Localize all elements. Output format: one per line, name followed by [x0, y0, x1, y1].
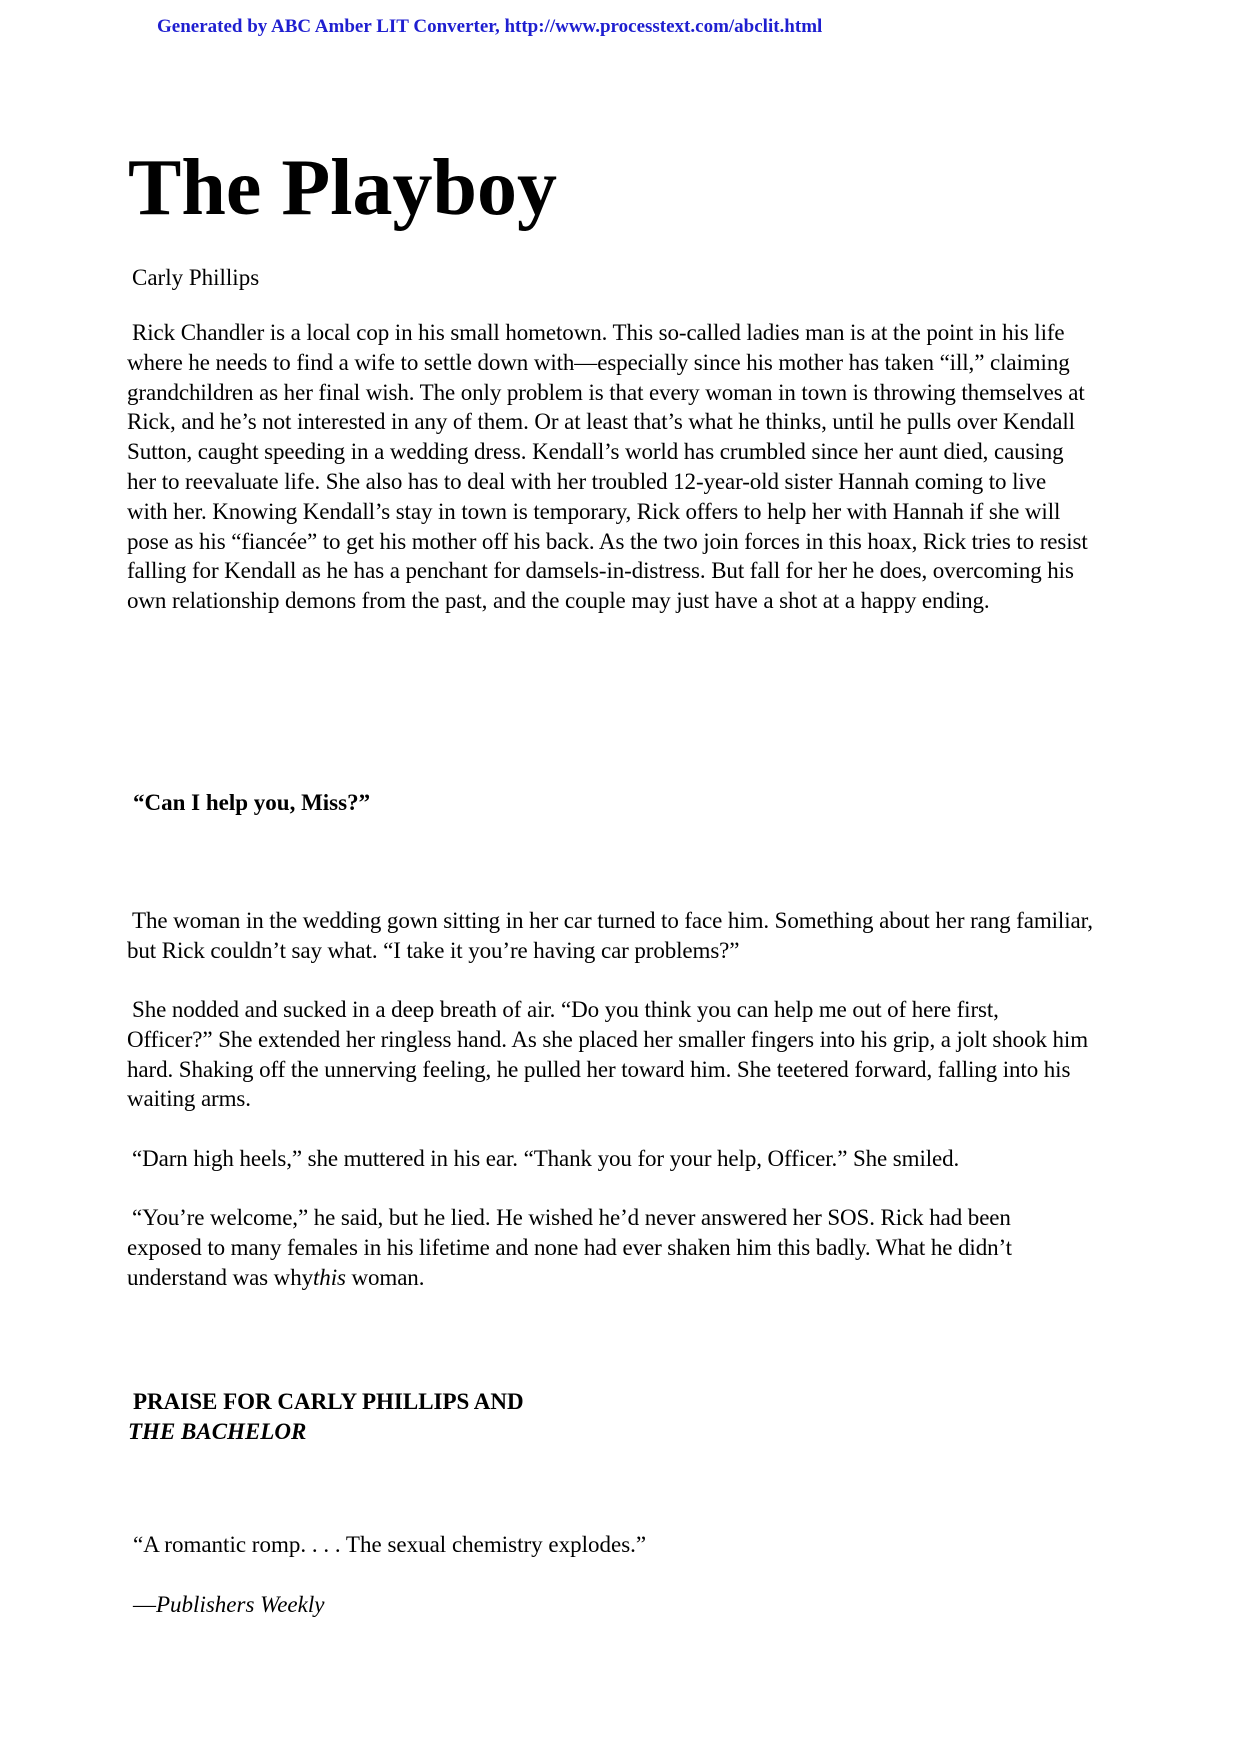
excerpt-line: She nodded and sucked in a deep breath of air. “Do you think you can help me out of here first, [132, 997, 999, 1022]
excerpt-paragraph-1 [127, 906, 1127, 966]
synopsis-line: Rick, and he’s not interested in any of them. Or at least that’s what he thinks, until he pulls over Kendall [127, 409, 1075, 435]
attribution-dash: — [133, 1592, 156, 1617]
excerpt-paragraph-2 [127, 995, 1127, 1114]
excerpt-line: “Darn high heels,” she muttered in his ear. “Thank you for your help, Officer.” She smiled. [132, 1146, 960, 1171]
book-title: The Playboy [128, 144, 557, 232]
excerpt-text: woman. [345, 1264, 425, 1290]
book-author: Carly Phillips [132, 265, 260, 290]
praise-heading-line: PRAISE FOR CARLY PHILLIPS AND [133, 1389, 524, 1414]
synopsis-line: falling for Kendall as he has a penchant for damsels-in-distress. But fall for her he does, overcoming his [127, 558, 1074, 584]
synopsis-line: pose as his “fiancée” to get his mother off his back. As the two join forces in this hoax, Rick tries to resist [127, 528, 1088, 554]
synopsis-line: Rick Chandler is a local cop in his small hometown. This so-called ladies man is at the point in his life [132, 320, 1065, 345]
synopsis-line: Sutton, caught speeding in a wedding dress. Kendall’s world has crumbled since her aunt died, causing [127, 439, 1064, 465]
synopsis-paragraph [127, 318, 1127, 616]
excerpt-line [127, 1263, 1127, 1293]
praise-quote: “A romantic romp. . . . The sexual chemistry explodes.” [133, 1532, 647, 1557]
synopsis-line: where he needs to find a wife to settle down with—especially since his mother has taken “ill,” claiming [127, 349, 1070, 375]
emphasis-text: this [313, 1264, 346, 1290]
converter-link[interactable]: Generated by ABC Amber LIT Converter, http://www.processtext.com/abclit.html [157, 16, 823, 37]
excerpt-line: exposed to many females in his lifetime and none had ever shaken him this badly. What he didn’t [127, 1234, 1012, 1260]
excerpt-paragraph-4 [127, 1203, 1127, 1292]
excerpt-heading: “Can I help you, Miss?” [133, 790, 371, 815]
synopsis-line: her to reevaluate life. She also has to deal with her troubled 12-year-old sister Hannah coming to live [127, 468, 1047, 494]
excerpt-line: The woman in the wedding gown sitting in her car turned to face him. Something about her rang familiar, [132, 908, 1093, 933]
excerpt-line: but Rick couldn’t say what. “I take it you’re having car problems?” [127, 937, 740, 963]
excerpt-paragraph-3 [127, 1144, 1127, 1174]
praise-heading [128, 1387, 524, 1447]
excerpt-line: “You’re welcome,” he said, but he lied. He wished he’d never answered her SOS. Rick had been [132, 1205, 1011, 1230]
excerpt-line: Officer?” She extended her ringless hand. As she placed her smaller fingers into his grip, a jolt shook him [127, 1026, 1089, 1052]
excerpt-line: hard. Shaking off the unnerving feeling, he pulled her toward him. She teetered forward, falling into his [127, 1056, 1071, 1082]
attribution-source: Publishers Weekly [156, 1592, 325, 1617]
synopsis-line: with her. Knowing Kendall’s stay in town is temporary, Rick offers to help her with Hannah if she will [127, 498, 1061, 524]
synopsis-line: own relationship demons from the past, and the couple may just have a shot at a happy ending. [127, 588, 990, 614]
praise-attribution [133, 1592, 324, 1618]
praise-heading-book: THE BACHELOR [128, 1419, 307, 1444]
excerpt-text: understand was why [127, 1264, 313, 1290]
excerpt-line: waiting arms. [127, 1086, 251, 1112]
synopsis-line: grandchildren as her final wish. The only problem is that every woman in town is throwing themselves at [127, 379, 1085, 405]
